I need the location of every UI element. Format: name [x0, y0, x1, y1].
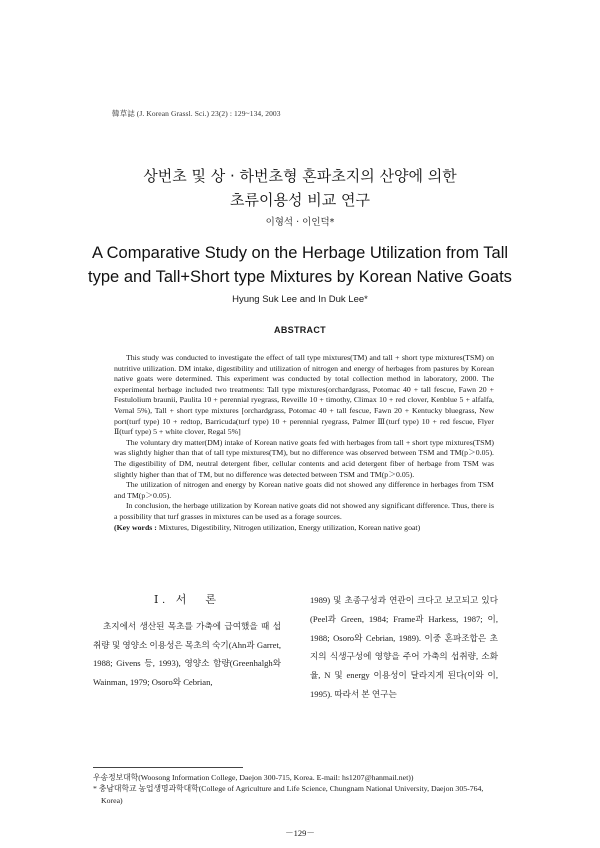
korean-title-line-2: 초류이용성 비교 연구: [230, 191, 370, 209]
abstract-body: [114, 353, 494, 533]
footnote-divider: [93, 767, 243, 768]
abstract-paragraph-3: The utilization of nitrogen and energy by Korean native goats did not showed any difference in herbages from TSM and TM(p＞0.05).: [114, 480, 494, 500]
footnotes: [93, 772, 505, 806]
korean-title-line-1: 상번초 및 상 · 하번초형 혼파초지의 산양에 의한: [143, 167, 457, 185]
journal-citation: 韓草誌 (J. Korean Grassl. Sci.) 23(2) : 129~134, 2003: [112, 109, 281, 118]
footnote-affiliation-2: * 충남대학교 농업생명과학대학(College of Agriculture and Life Science, Chungnam National University, Daejon 305-764, Korea): [93, 784, 484, 805]
intro-paragraph-left: 초지에서 생산된 목초를 가축에 급여했을 때 섭취량 및 영양소 이용성은 목초의 숙기(Ahn과 Garret, 1988; Givens 등, 1993), 영양소 함량(Greenhalgh와 Wainman, 1979; Osoro와 Cebrian,: [93, 620, 281, 688]
english-authors: Hyung Suk Lee and In Duk Lee*: [232, 294, 368, 305]
abstract-paragraph-2: The voluntary dry matter(DM) intake of Korean native goats fed with herbages from tall + short type mixtures(TSM) was slightly higher than that of tall type mixtures(TM), but no difference was observed between TSM and TM(p＞0.05). The digestibility of DM, neutral detergent fiber, cellular contents and acid detergent fiber of herbage from TSM was slightly higher than that of TM, but no difference was detected between TSM and TM(p＞0.05).: [114, 437, 494, 479]
keywords: [114, 523, 494, 534]
korean-authors: 이형석 · 이인덕*: [265, 217, 335, 228]
section-heading-introduction: Ⅰ. 서 론: [153, 594, 221, 606]
footnote-affiliation-1: 우송정보대학(Woosong Information College, Daejon 300-715, Korea. E-mail: hs1207@hanmail.net)): [93, 773, 414, 782]
intro-paragraph-right: 1989) 및 초종구성과 연관이 크다고 보고되고 있다(Peel과 Green, 1984; Frame과 Harkess, 1987; 이, 1988; Osoro와 Cebrian, 1989). 이중 혼파조합은 초지의 식생구성에 영향을 주어 가축의 섭취량, 소화율, N 및 energy 이용성이 달라지게 된다(이와 이, 1995). 따라서 본 연구는: [310, 595, 498, 699]
page-number: －129－: [285, 828, 315, 838]
keywords-list: Mixtures, Digestibility, Nitrogen utilization, Energy utilization, Korean native goat): [158, 522, 421, 532]
intro-right-column: [310, 591, 498, 704]
abstract-paragraph-1: This study was conducted to investigate the effect of tall type mixtures(TM) and tall + short type mixtures(TSM) on nutritive utilization. DM intake, digestibility and utilization of nitrogen and energy of herbages from pastures by Korean native goats were determined. This experiment was conducted by total collection method in laboratory, 2000. The experimental herbage included two treatments: Tall type mixtures(orchardgrass, Potomac 40 + tall fescue, Fawn 20 + Festulolium braunii, Paulita 10 + perennial ryegrass, Reveille 10 + timothy, Climax 10 + red clover, Kenblue 5 + alfalfa, Vernal 5%), Tall + short type mixtures [orchardgrass, Potomac 40 + tall fescue, Fawn 20 + Kentucky bluegrass, New port(turf type) 10 + redtop, Barricuda(turf type) 10 + perennial ryegrass, Palmer Ⅲ(turf type) 10 + red fescue, Flyer Ⅱ(turf type) 5 + white clover, Regal 5%]: [114, 353, 494, 437]
intro-left-column: [93, 591, 281, 692]
english-title-line-1: A Comparative Study on the Herbage Utilization from Tall: [91, 244, 509, 262]
abstract-heading: ABSTRACT: [274, 325, 326, 335]
english-title-line-2: type and Tall+Short type Mixtures by Korean Native Goats: [88, 268, 512, 286]
keywords-label: (Key words :: [114, 522, 157, 532]
abstract-paragraph-4: In conclusion, the herbage utilization by Korean native goats did not showed any significant difference. Thus, there is a possibility that turf grasses in mixtures can be used as a forage sources.: [114, 501, 494, 521]
